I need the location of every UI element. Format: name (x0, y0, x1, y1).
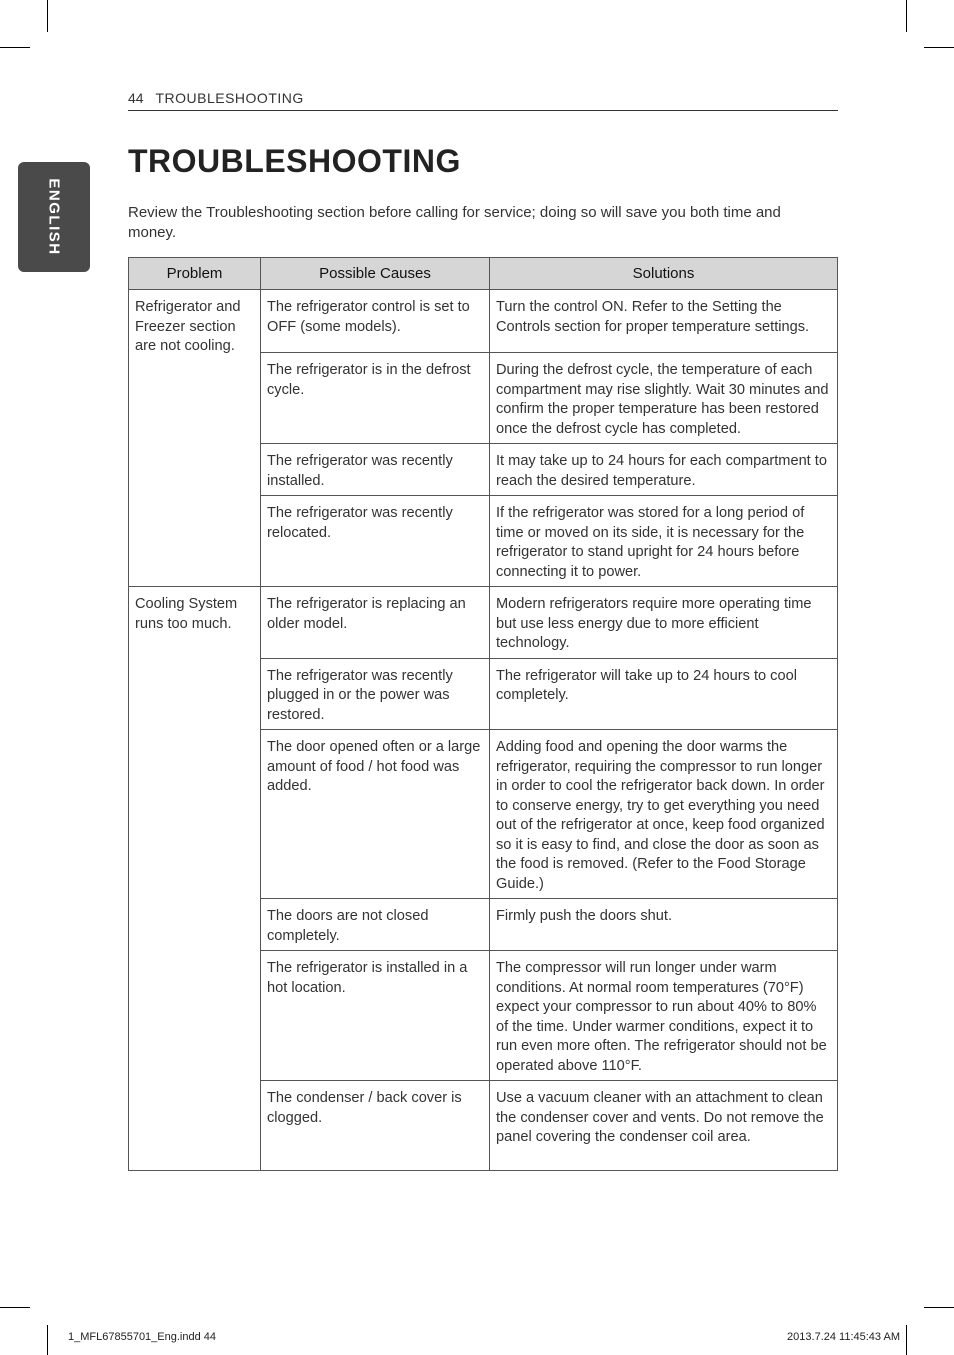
solution-cell: Turn the control ON. Refer to the Setting the Controls section for proper temperature settings. (490, 290, 838, 353)
cause-cell: The refrigerator was recently relocated. (261, 496, 490, 587)
crop-mark (924, 47, 954, 48)
language-label: ENGLISH (45, 178, 63, 256)
solution-cell: The compressor will run longer under warm conditions. At normal room temperatures (70°F) expect your compressor to run about 40% to 80% of the time. Under warmer conditions, expect it to run even more often. The refrigerator should not be operated above 110°F. (490, 951, 838, 1081)
cause-cell: The doors are not closed completely. (261, 899, 490, 951)
crop-mark (924, 1307, 954, 1308)
table-header-row (129, 258, 838, 290)
column-header-causes: Possible Causes (261, 258, 490, 290)
page-title: TROUBLESHOOTING (128, 143, 461, 179)
cause-cell: The refrigerator is in the defrost cycle. (261, 353, 490, 444)
cause-cell: The refrigerator was recently plugged in or the power was restored. (261, 658, 490, 730)
problem-cell: Cooling System runs too much. (129, 587, 261, 1171)
cause-cell: The refrigerator was recently installed. (261, 444, 490, 496)
problem-cell: Refrigerator and Freezer section are not cooling. (129, 290, 261, 587)
language-tab (18, 162, 90, 272)
solution-cell: If the refrigerator was stored for a long period of time or moved on its side, it is necessary for the refrigerator to stand upright for 24 hours before connecting it to power. (490, 496, 838, 587)
crop-mark (906, 1325, 907, 1355)
column-header-solutions: Solutions (490, 258, 838, 290)
cause-cell: The refrigerator is replacing an older model. (261, 587, 490, 659)
intro-paragraph: Review the Troubleshooting section before calling for service; doing so will save you both time and money. (128, 204, 781, 241)
crop-mark (47, 1325, 48, 1355)
cause-cell: The refrigerator control is set to OFF (some models). (261, 290, 490, 353)
solution-cell: Modern refrigerators require more operating time but use less energy due to more efficient technology. (490, 587, 838, 659)
footer-file-info: 1_MFL67855701_Eng.indd 44 (68, 1331, 217, 1343)
running-header (128, 90, 838, 111)
table-row (129, 587, 838, 659)
cause-cell: The refrigerator is installed in a hot location. (261, 951, 490, 1081)
running-section-title: TROUBLESHOOTING (155, 90, 304, 106)
cause-cell: The door opened often or a large amount of food / hot food was added. (261, 730, 490, 899)
solution-cell: Firmly push the doors shut. (490, 899, 838, 951)
table-row (129, 290, 838, 353)
crop-mark (47, 0, 48, 32)
solution-cell: Adding food and opening the door warms the refrigerator, requiring the compressor to run longer in order to cool the refrigerator back down. In order to conserve energy, try to get everything you need out of the refrigerator at once, keep food organized so it is easy to find, and close the door as soon as the food is removed. (Refer to the Food Storage Guide.) (490, 730, 838, 899)
solution-cell: It may take up to 24 hours for each compartment to reach the desired temperature. (490, 444, 838, 496)
cause-cell: The condenser / back cover is clogged. (261, 1081, 490, 1171)
column-header-problem: Problem (129, 258, 261, 290)
crop-mark (906, 0, 907, 32)
footer-timestamp: 2013.7.24 11:45:43 AM (787, 1331, 900, 1343)
crop-mark (0, 1307, 30, 1308)
solution-cell: During the defrost cycle, the temperature of each compartment may rise slightly. Wait 30 minutes and confirm the proper temperature has been restored once the defrost cycle has completed. (490, 353, 838, 444)
troubleshooting-table (128, 257, 838, 1171)
solution-cell: Use a vacuum cleaner with an attachment to clean the condenser cover and vents. Do not remove the panel covering the condenser coil area. (490, 1081, 838, 1171)
crop-mark (0, 47, 30, 48)
page-number: 44 (128, 90, 144, 106)
solution-cell: The refrigerator will take up to 24 hours to cool completely. (490, 658, 838, 730)
